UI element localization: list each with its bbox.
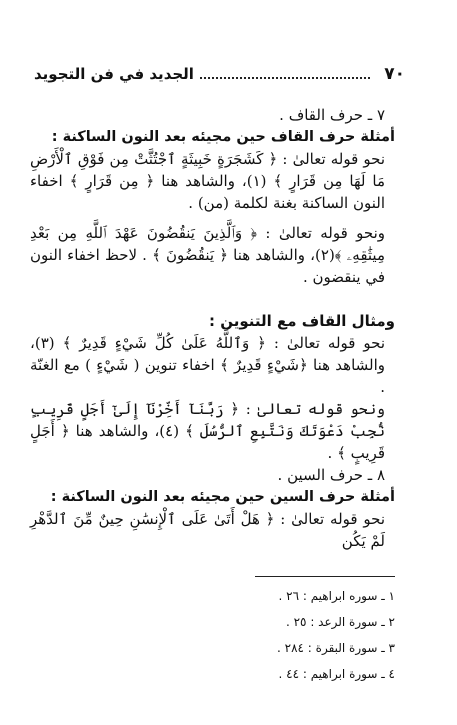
paragraph-4: ونحو قوله تعالىٰ : ﴿ رَبَّنَآ أَخِّرْنَآ إِلَىٰٓ أَجَلٍ قَرِيبٍ نُّجِبْ دَعْوَتَكَ وَنَتَّبِعِ ٱلرُّسُلَ ﴾ (٤)، والشاهد هنا ﴿ أَجَلٍ قَرِيبٍ ﴾ .: [30, 400, 385, 462]
page-header: [34, 64, 405, 84]
running-title: الجديد في فن التجويد: [34, 65, 194, 83]
footnote-3: ٣ ـ سورة البقرة : ٢٨٤ .: [277, 641, 395, 655]
item-8-title: ٨ ـ حرف السين .: [277, 466, 385, 484]
tanween-heading: ومثال القاف مع التنوين :: [209, 312, 395, 330]
paragraph-1: نحو قوله تعالىٰ : ﴿ كَشَجَرَةٍ خَبِيثَةٍ ٱجْتُثَّتْ مِن فَوْقِ ٱلْأَرْضِ مَا لَهَا مِن قَرَارٍ ﴾ (١)، والشاهد هنا ﴿ مِن قَرَارٍ ﴾ اخفاء النون الساكنة بغنة لكلمة (من) .: [30, 150, 386, 212]
paragraph-3: نحو قوله تعالىٰ : ﴿ وَٱللَّهُ عَلَىٰ كُلِّ شَيْءٍ قَدِيرٌ ﴾ (٣)، والشاهد هنا ﴿شَيْءٍ قَدِيرٌ ﴾ اخفاء تنوين ( شَيْءٍ ) مع الغنّة .: [30, 334, 386, 396]
item-7-heading: أمثلة حرف القاف حين مجيئه بعد النون الساكنة :: [51, 129, 395, 145]
footnote-1: ١ ـ سوره ابراهيم : ٢٦ .: [278, 589, 395, 603]
item-7-title: ٧ ـ حرف القاف .: [279, 106, 385, 124]
paragraph-5: نحو قوله تعالىٰ : ﴿ هَلْ أَتَىٰ عَلَى ٱلْإِنسَٰنِ حِينٌ مِّنَ ٱلدَّهْرِ لَمْ يَكُن: [30, 510, 385, 550]
footnote-4: ٤ ـ سورة ابراهيم : ٤٤ .: [278, 667, 395, 681]
page-number: ٧٠: [384, 64, 405, 84]
footnote-2: ٢ ـ سورة الرعد : ٢٥ .: [285, 615, 395, 629]
main-text: [30, 104, 395, 552]
paragraph-2: ونحو قوله تعالىٰ : ﴿ وَٱلَّذِينَ يَنقُضُونَ عَهْدَ ٱللَّهِ مِن بَعْدِ مِيثَٰقِهِۦ ﴾(٢)، والشاهد هنا ﴿ يَنقُضُونَ ﴾ . لاحظ اخفاء النون في ينقضون .: [30, 224, 385, 286]
item-8-heading: أمثلة حرف السين حين مجيئه بعد النون الساكنة :: [50, 489, 395, 505]
footnote-rule: [255, 576, 395, 577]
footnotes: [30, 576, 395, 687]
header-leader-dots: [200, 69, 370, 79]
